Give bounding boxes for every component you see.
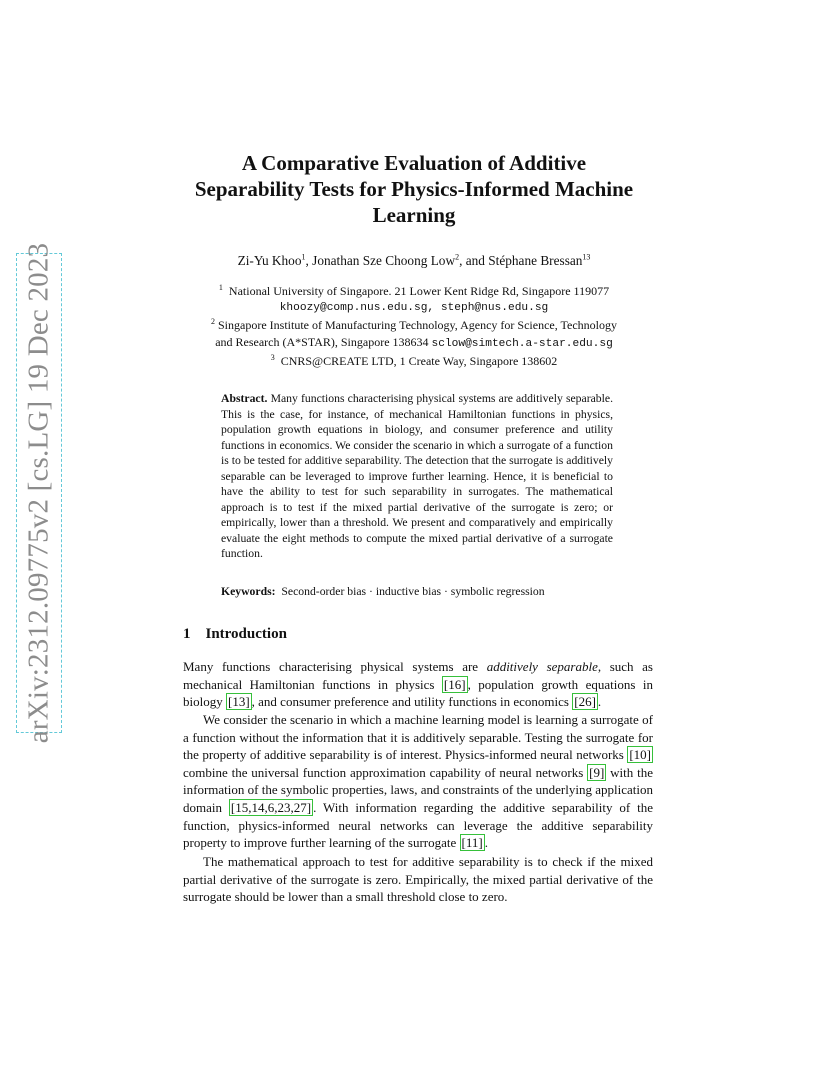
paper-title bbox=[0, 150, 828, 228]
keywords bbox=[221, 585, 545, 598]
citation-link[interactable]: [13] bbox=[227, 694, 250, 710]
abstract bbox=[221, 391, 613, 562]
intro-paragraph-3: The mathematical approach to test for additive separability is to check if the mixed partial derivative of the surrogate is zero. Empirically, the mixed partial derivative of the surrogate should be lower than a small threshold close to zero. bbox=[183, 854, 653, 905]
author-2: Jonathan Sze Choong Low bbox=[312, 253, 456, 268]
citation-link[interactable]: [26] bbox=[574, 694, 596, 710]
citation-link[interactable]: [11] bbox=[461, 835, 483, 851]
emphasis-additively-separable: additively separable bbox=[486, 659, 598, 674]
affiliation-2-email[interactable]: sclow@simtech.a-star.edu.sg bbox=[431, 338, 613, 350]
author-1: Zi-Yu Khoo bbox=[237, 253, 302, 268]
title-line-1: A Comparative Evaluation of Additive bbox=[241, 151, 587, 175]
author-3: Stéphane Bressan bbox=[488, 253, 583, 268]
arxiv-identifier[interactable]: arXiv:2312.09775v2 [cs.LG] 19 Dec 2023 bbox=[22, 242, 55, 744]
citation-link[interactable]: [15,14,6,23,27] bbox=[230, 799, 312, 815]
affiliation-3: $^3$ CNRS@CREATE LTD, 1 Create Way, Singapore 138602 bbox=[270, 353, 558, 368]
section-title: Introduction bbox=[205, 626, 287, 642]
section-number: 1 bbox=[183, 626, 191, 642]
author-list: Zi-Yu Khoo$^1$, Jonathan Sze Choong Low$^2$, and Stéphane Bressan$^{13}$ bbox=[237, 252, 591, 268]
affiliation-1: $^1$ National University of Singapore. 21 Lower Kent Ridge Rd, Singapore 119077 bbox=[218, 283, 610, 298]
affiliation-2-cont: and Research (A*STAR), Singapore 138634 sclow@simtech.a-star.edu.sg bbox=[215, 335, 613, 350]
affiliation-1-email[interactable]: khoozy@comp.nus.edu.sg, steph@nus.edu.sg bbox=[279, 302, 549, 314]
abstract-label: Abstract. bbox=[221, 392, 268, 405]
intro-paragraph-2: We consider the scenario in which a machine learning model is learning a surrogate of a function without the information that it is additively separable. Testing the surrogate for the property of additive separability is of interest. Physics-informed neural networks [10] combine the universal function approximation capability of neural networks [9] with the information of the symbolic properties, laws, and constraints of the underlying application domain [15,14,6,23,27] . With information regarding the additive separability of the function, physics-informed neural networks can leverage the additive separability property to improve further learning of the surrogate [11] . bbox=[183, 712, 653, 851]
citation-link[interactable]: [16] bbox=[443, 676, 466, 692]
title-line-3: Learning bbox=[372, 203, 456, 227]
abstract-text: Many functions characterising physical systems are additively separable. This is the case, for instance, of mechanical Hamiltonian functions in physics, population growth equations in biology, and consumer preference and utility functions in economics. We consider the scenario in which a surrogate of a function is to be tested for additive separability. The detection that the surrogate is additively separable can be leveraged to improve further learning. Hence, it is beneficial to have the ability to test for such separability in surrogates. The mathematical approach is to test if the mixed partial derivative of the surrogate is zero; or empirically, lower than a threshold. We present and comparatively and empirically evaluate the eight methods to compute the mixed partial derivative of a surrogate function. bbox=[221, 392, 613, 560]
keywords-label: Keywords: bbox=[221, 585, 276, 598]
intro-paragraph-1: Many functions characterising physical systems are additively separable, such as mechanical Hamiltonian functions in physics [16] , population growth equations in biology [13] , and consumer preference and utility functions in economics [26] . bbox=[183, 659, 653, 710]
affiliations bbox=[0, 283, 828, 370]
title-line-2: Separability Tests for Physics-Informed Machine bbox=[194, 177, 634, 201]
section-heading bbox=[183, 626, 287, 643]
keywords-text: Second-order bias · inductive bias · symbolic regression bbox=[281, 585, 545, 598]
citation-link[interactable]: [9] bbox=[589, 764, 605, 780]
affiliation-2: $^2$ Singapore Institute of Manufacturing Technology, Agency for Science, Technology bbox=[211, 317, 617, 332]
citation-link[interactable]: [10] bbox=[629, 747, 651, 763]
